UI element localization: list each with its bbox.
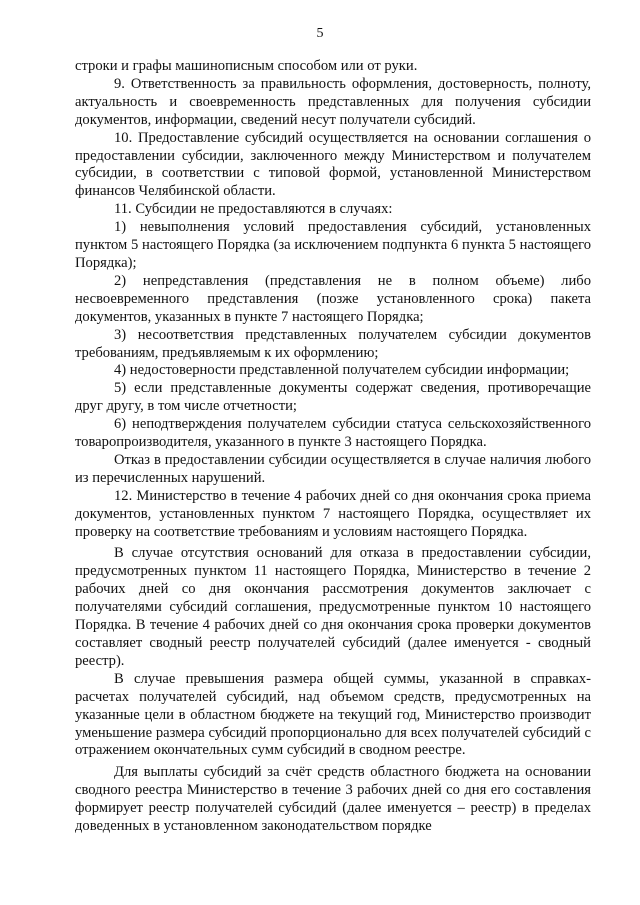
page-number: 5 [316, 26, 324, 41]
paragraph-item-9: 9. Ответственность за правильность оформления, достоверность, полноту, актуальность и своевременность представленных для получения субсидии документов, информации, сведений несут получатели субсидий. [75, 75, 591, 128]
document-body [75, 58, 591, 836]
subitem-5: 5) если представленные документы содержат сведения, противоречащие друг другу, в том числе отчетности; [75, 380, 591, 415]
paragraph-item-11: 11. Субсидии не предоставляются в случаях: [114, 201, 393, 218]
paragraph-item-10: 10. Предоставление субсидий осуществляется на основании соглашения о предоставлении субсидии, заключенного между Министерством и получателем субсидии, в соответствии с типовой формой, установленной Министерством финансов Челябинской области. [75, 129, 591, 200]
paragraph-payment: Для выплаты субсидий за счёт средств областного бюджета на основании сводного реестра Министерство в течение 3 рабочих дней со дня его составления формирует реестр получателей субсидий (далее именуется – реестр) в пределах доведенных в установленном законодательством порядке [75, 764, 591, 835]
paragraph-continuation: строки и графы машинописным способом или от руки. [75, 58, 418, 74]
paragraph-excess: В случае превышения размера общей суммы, указанной в справках-расчетах получателей субсидий, над объемом средств, предусмотренных на указанные цели в областном бюджете на текущий год, Министерство производит уменьшение размера субсидий пропорционально для всех получателей субсидий с отражением окончательных сумм субсидий в сводном реестре. [75, 670, 591, 759]
paragraph-refusal: Отказ в предоставлении субсидии осуществляется в случае наличия любого из перечисленных нарушений. [75, 451, 591, 486]
paragraph-no-grounds: В случае отсутствия оснований для отказа в предоставлении субсидии, предусмотренных пунктом 11 настоящего Порядка, Министерство в течение 2 рабочих дней со дня окончания рассмотрения документов заключает с получателями субсидий соглашения, предусмотренные пунктом 10 настоящего Порядка. В течение 4 рабочих дней со дня окончания срока проверки документов составляет сводный реестр получателей субсидий (далее именуется - сводный реестр). [75, 545, 591, 669]
subitem-2: 2) непредставления (представления не в полном объеме) либо несвоевременного представления (позже установленного срока) пакета документов, указанных в пункте 7 настоящего Порядка; [75, 272, 591, 325]
subitem-4: 4) недостоверности представленной получателем субсидии информации; [114, 362, 570, 379]
subitem-6: 6) неподтверждения получателем субсидии статуса сельскохозяйственного товаропроизводителя, указанного в пункте 3 настоящего Порядка. [75, 416, 591, 451]
paragraph-item-12: 12. Министерство в течение 4 рабочих дней со дня окончания срока приема документов, установленных пунктом 7 настоящего Порядка, осуществляет их проверку на соответствие требованиям и условиям настоящего Порядка. [75, 487, 591, 540]
subitem-1: 1) невыполнения условий предоставления субсидий, установленных пунктом 5 настоящего Порядка (за исключением подпункта 6 пункта 5 настоящего Порядка); [75, 219, 591, 271]
subitem-3: 3) несоответствия представленных получателем субсидии документов требованиям, предъявляемым к их оформлению; [75, 326, 591, 361]
